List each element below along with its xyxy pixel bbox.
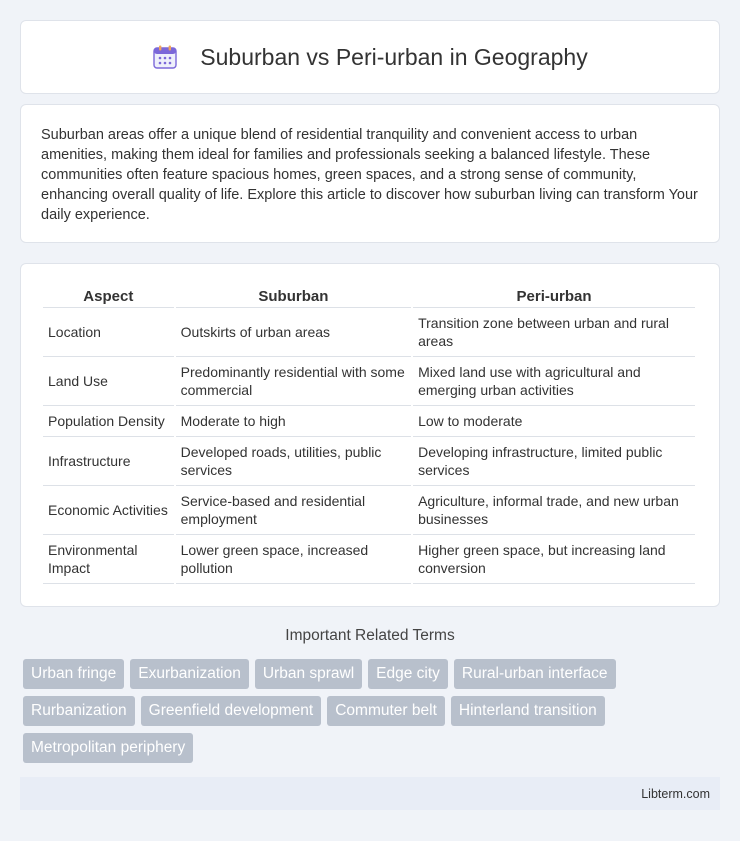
footer <box>20 777 720 810</box>
intro-text: Suburban areas offer a unique blend of residential tranquility and convenient access to urban amenities, making them ideal for families and professionals seeking a balanced lifestyle. These communities often feature spacious homes, green spaces, and a strong sense of community, enhancing overall quality of life. Explore this article to discover how suburban living can transform Your daily experience. <box>41 127 698 223</box>
table-cell: Environmental Impact <box>43 535 174 584</box>
footer-site-link[interactable]: Libterm.com <box>641 786 710 801</box>
table-row <box>43 357 695 406</box>
header-aspect: Aspect <box>43 284 174 308</box>
table-cell: Predominantly residential with some commercial <box>176 357 411 406</box>
table-cell: Higher green space, but increasing land conversion <box>413 535 695 584</box>
related-term-tag[interactable]: Exurbanization <box>130 659 249 689</box>
page-title: Suburban vs Peri-urban in Geography <box>200 43 588 70</box>
related-term-tag[interactable]: Urban fringe <box>23 659 124 689</box>
related-terms-list <box>23 659 723 763</box>
table-cell: Land Use <box>43 357 174 406</box>
table-row <box>43 486 695 535</box>
table-cell: Agriculture, informal trade, and new urban businesses <box>413 486 695 535</box>
related-terms-title: Important Related Terms <box>285 627 455 644</box>
table-cell: Location <box>43 308 174 357</box>
table-row <box>43 535 695 584</box>
table-cell: Low to moderate <box>413 406 695 437</box>
table-cell: Developing infrastructure, limited public services <box>413 437 695 486</box>
calendar-icon <box>152 44 178 70</box>
table-row <box>43 308 695 357</box>
related-term-tag[interactable]: Edge city <box>368 659 448 689</box>
table-cell: Outskirts of urban areas <box>176 308 411 357</box>
table-row <box>43 437 695 486</box>
comparison-table-card <box>20 263 720 607</box>
table-row <box>43 406 695 437</box>
header-card <box>20 20 720 94</box>
table-cell: Population Density <box>43 406 174 437</box>
table-cell: Service-based and residential employment <box>176 486 411 535</box>
related-term-tag[interactable]: Greenfield development <box>141 696 322 726</box>
related-term-tag[interactable]: Metropolitan periphery <box>23 733 193 763</box>
related-term-tag[interactable]: Commuter belt <box>327 696 445 726</box>
table-cell: Moderate to high <box>176 406 411 437</box>
table-cell: Developed roads, utilities, public services <box>176 437 411 486</box>
intro-card <box>20 104 720 243</box>
header-suburban: Suburban <box>176 284 411 308</box>
header-peri-urban: Peri-urban <box>413 284 695 308</box>
comparison-table <box>41 284 697 584</box>
related-term-tag[interactable]: Hinterland transition <box>451 696 605 726</box>
table-cell: Infrastructure <box>43 437 174 486</box>
table-cell: Transition zone between urban and rural areas <box>413 308 695 357</box>
table-cell: Lower green space, increased pollution <box>176 535 411 584</box>
related-term-tag[interactable]: Rural-urban interface <box>454 659 616 689</box>
table-header-row <box>43 284 695 308</box>
table-cell: Economic Activities <box>43 486 174 535</box>
table-cell: Mixed land use with agricultural and emerging urban activities <box>413 357 695 406</box>
related-term-tag[interactable]: Urban sprawl <box>255 659 362 689</box>
related-term-tag[interactable]: Rurbanization <box>23 696 135 726</box>
